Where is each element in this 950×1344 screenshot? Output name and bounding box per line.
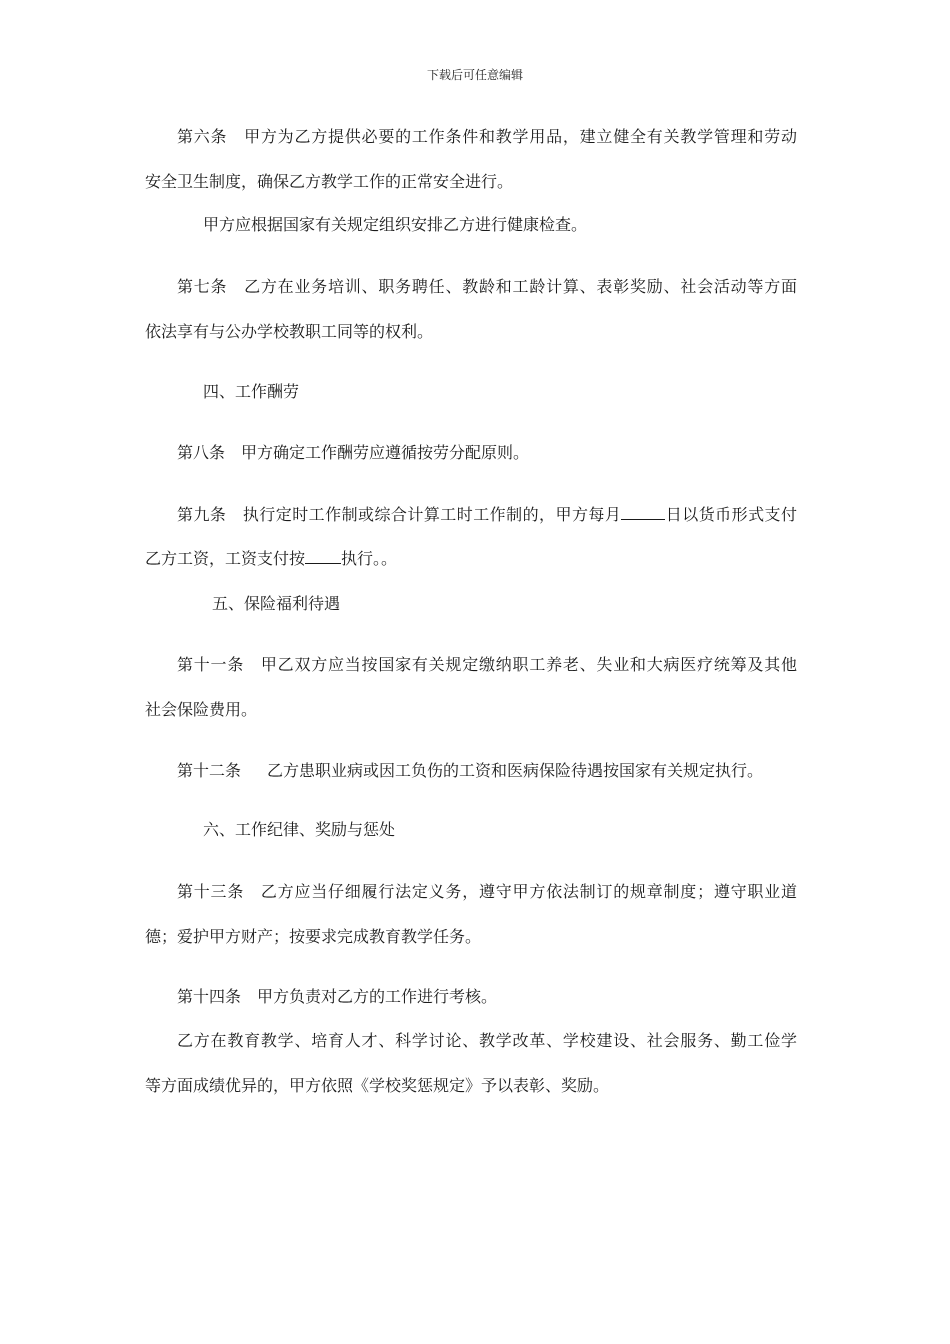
article-11-line-2: 社会保险费用。 xyxy=(145,700,258,719)
article-9-number: 第九条 xyxy=(177,505,227,524)
article-12-line xyxy=(177,761,763,781)
article-14-line-2: 乙方在教育教学、培育人才、科学讨论、教学改革、学校建设、社会服务、勤工俭学 xyxy=(177,1031,797,1050)
article-9-text-2a: 乙方工资，工资支付按 xyxy=(145,549,306,568)
article-7-line-2: 依法享有与公办学校教职工同等的权利。 xyxy=(145,322,434,341)
article-12-text: 乙方患职业病或因工负伤的工资和医病保险待遇按国家有关规定执行。 xyxy=(267,761,764,780)
page-header: 下载后可任意编辑 xyxy=(426,68,523,82)
article-9-text-1a: 执行定时工作制或综合计算工时工作制的，甲方每月 xyxy=(242,505,622,524)
section-4-title: 四、工作酬劳 xyxy=(203,382,300,401)
article-13-number: 第十三条 xyxy=(177,882,245,901)
article-9-line-2 xyxy=(145,548,397,569)
section-6-title: 六、工作纪律、奖励与惩处 xyxy=(203,820,396,839)
article-14-line-3: 等方面成绩优异的，甲方依照《学校奖惩规定》予以表彰、奖励。 xyxy=(145,1076,610,1095)
article-8-line xyxy=(177,443,529,463)
article-8-text: 甲方确定工作酬劳应遵循按劳分配原则。 xyxy=(241,443,530,462)
article-7-number: 第七条 xyxy=(177,277,228,296)
article-13-line-1 xyxy=(177,882,797,902)
article-9-text-1b: 日以货币形式支付 xyxy=(665,505,797,524)
article-9-line-1 xyxy=(177,504,797,525)
article-12-number: 第十二条 xyxy=(177,761,242,780)
article-9-text-2b: 执行。。 xyxy=(341,549,398,568)
article-11-text-1: 甲乙双方应当按国家有关规定缴纳职工养老、失业和大病医疗统筹及其他 xyxy=(260,655,797,674)
blank-day-field xyxy=(621,504,665,520)
article-7-line-1 xyxy=(177,277,797,297)
article-11-number: 第十一条 xyxy=(177,655,245,674)
article-6-text-1: 甲方为乙方提供必要的工作条件和教学用品，建立健全有关教学管理和劳动 xyxy=(243,127,797,146)
article-13-text-1: 乙方应当仔细履行法定义务，遵守甲方依法制订的规章制度；遵守职业道 xyxy=(260,882,797,901)
article-8-number: 第八条 xyxy=(177,443,226,462)
blank-payment-basis-field xyxy=(305,548,341,564)
article-6-number: 第六条 xyxy=(177,127,228,146)
article-11-line-1 xyxy=(177,655,797,675)
article-13-line-2: 德；爱护甲方财产；按要求完成教育教学任务。 xyxy=(145,927,482,946)
article-6-line-1 xyxy=(177,127,797,147)
article-6-line-3: 甲方应根据国家有关规定组织安排乙方进行健康检查。 xyxy=(203,215,588,234)
article-14-text-1: 甲方负责对乙方的工作进行考核。 xyxy=(257,987,498,1006)
article-7-text-1: 乙方在业务培训、职务聘任、教龄和工龄计算、表彰奖励、社会活动等方面 xyxy=(243,277,797,296)
article-6-line-2: 安全卫生制度，确保乙方教学工作的正常安全进行。 xyxy=(145,172,514,191)
article-14-number: 第十四条 xyxy=(177,987,242,1006)
section-5-title: 五、保险福利待遇 xyxy=(212,594,341,613)
article-14-line-1 xyxy=(177,987,497,1007)
